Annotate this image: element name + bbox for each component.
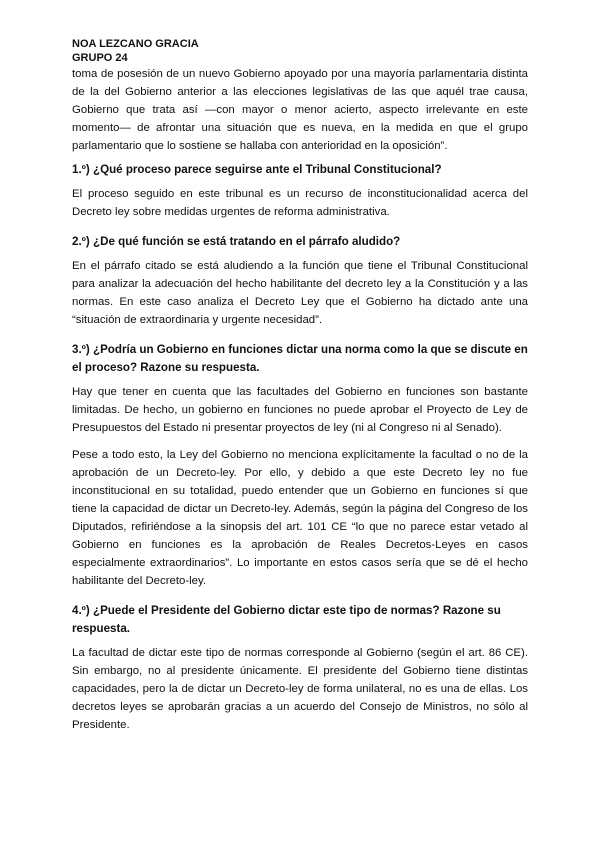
answer-2: En el párrafo citado se está aludiendo a la función que tiene el Tribunal Constitucional para analizar la adecuación del hecho habilitante del decreto ley a la Constitución y a las normas. En este caso analiza el Decreto Ley que el Gobierno ha dictado ante una “situación de extraordinaria y urgente necesidad”. [72,260,528,326]
author-name: NOA LEZCANO GRACIA [72,38,199,50]
answer-3-paragraph-2: Pese a todo esto, la Ley del Gobierno no menciona explícitamente la facultad o no de la aprobación de un Decreto-ley. Por ello, y debido a que este Decreto ley no fue inconstitucional en su totalidad, puedo entender que un Gobierno en funciones sí que tiene la capacidad de dictar un Decreto-ley. Además, según la página del Congreso de los Diputados, refiriéndose a la sinopsis del art. 101 CE “lo que no parece estar vetado al Gobierno en funciones es la aprobación de Reales Decretos-Leyes en casos especialmente extraordinarios”. Lo importante en estos casos sería que se dé el hecho habilitante del Decreto-ley. [72,449,528,587]
group-label: GRUPO 24 [72,52,128,64]
question-2: 2.º) ¿De qué función se está tratando en el párrafo aludido? [72,235,401,248]
question-1: 1.º) ¿Qué proceso parece seguirse ante el Tribunal Constitucional? [72,163,442,176]
question-4: 4.º) ¿Puede el Presidente del Gobierno dictar este tipo de normas? Razone su respuesta. [72,604,501,635]
intro-paragraph: toma de posesión de un nuevo Gobierno apoyado por una mayoría parlamentaria distinta de la del Gobierno anterior a las elecciones legislativas de las que aquél trae causa, Gobierno que trata así —con mayor o menor acierto, aspecto irrelevante en este momento— de afrontar una situación que es nueva, en la medida en que el grupo parlamentario que lo sostiene se hallaba con anterioridad en la oposición”. [72,68,528,152]
answer-3-paragraph-1: Hay que tener en cuenta que las facultades del Gobierno en funciones son bastante limitadas. De hecho, un gobierno en funciones no puede aprobar el Proyecto de Ley de Presupuestos del Estado ni presentar proyectos de ley (ni al Congreso ni al Senado). [72,386,528,434]
answer-4: La facultad de dictar este tipo de normas corresponde al Gobierno (según el art. 86 CE). Sin embargo, no al presidente únicamente. El presidente del Gobierno tiene distintas capacidades, pero la de dictar un Decreto-ley de forma unilateral, no es una de ellas. Los decretos leyes se aprobarán gracias a un acuerdo del Consejo de Ministros, no sólo al Presidente. [72,647,528,731]
answer-1: El proceso seguido en este tribunal es un recurso de inconstitucionalidad acerca del Decreto ley sobre medidas urgentes de reforma administrativa. [72,188,528,218]
question-3: 3.º) ¿Podría un Gobierno en funciones dictar una norma como la que se discute en el proceso? Razone su respuesta. [72,343,528,374]
document-page [72,37,528,734]
